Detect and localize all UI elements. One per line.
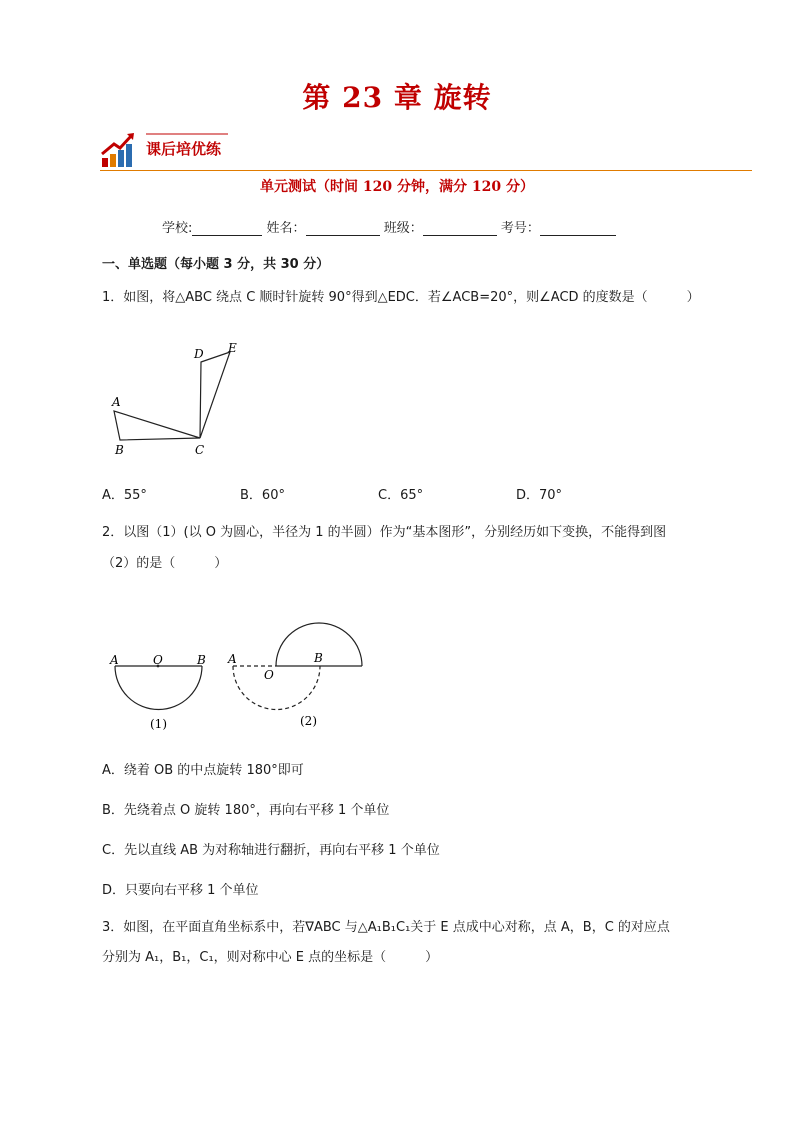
badge-label: 课后培优练: [146, 140, 222, 158]
fig2-label-o: O: [264, 668, 274, 682]
q2-option-b[interactable]: B．先绕着点 O 旋转 180°，再向右平移 1 个单位: [102, 803, 390, 818]
fig1-label-b: B: [197, 653, 206, 667]
question-1-figure: [102, 334, 262, 464]
fig2-label-b: B: [314, 651, 323, 665]
question-2-line-2: （2）的是（ ）: [102, 556, 228, 571]
question-2-line-1: 2．以图（1）(以 O 为圆心，半径为 1 的半圆）作为“基本图形”，分别经历如下变换，不能得到图: [102, 525, 667, 540]
section-heading: 一、单选题（每小题 3 分，共 30 分）: [102, 257, 330, 272]
label-b: B: [115, 443, 124, 457]
exam-no-field[interactable]: [540, 221, 616, 236]
q2-option-c[interactable]: C．先以直线 AB 为对称轴进行翻折，再向右平移 1 个单位: [102, 843, 440, 858]
q1-option-c[interactable]: C．65°: [378, 488, 424, 503]
class-field[interactable]: [423, 221, 497, 236]
q1-option-a[interactable]: A．55°: [102, 488, 147, 503]
q2-option-d[interactable]: D．只要向右平移 1 个单位: [102, 883, 259, 898]
question-2-figures: [102, 615, 372, 740]
name-label: 姓名：: [266, 221, 306, 236]
course-logo: [100, 130, 240, 170]
school-label: 学校:: [162, 221, 193, 236]
label-e: E: [228, 341, 237, 355]
fig1-label-o: O: [153, 653, 163, 667]
question-1-text: 1．如图，将△ABC 绕点 C 顺时针旋转 90°得到△EDC．若∠ACB=20°，则∠ACD 的度数是（ ）: [102, 290, 700, 305]
page-title: 第 23 章 旋转: [302, 81, 492, 114]
fig1-label-a: A: [110, 653, 119, 667]
name-field[interactable]: [306, 221, 380, 236]
fig2-label-a: A: [228, 652, 237, 666]
q1-option-b[interactable]: B．60°: [240, 488, 285, 503]
q1-option-d[interactable]: D．70°: [516, 488, 563, 503]
label-d: D: [194, 347, 204, 361]
question-3-line-1: 3．如图，在平面直角坐标系中，若∇ABC 与△A₁B₁C₁关于 E 点成中心对称，点 A，B，C 的对应点: [102, 920, 670, 935]
test-subtitle: 单元测试（时间 120 分钟，满分 120 分）: [260, 179, 534, 195]
header-divider: [100, 170, 752, 171]
class-label: 班级：: [383, 221, 423, 236]
label-c: C: [195, 443, 205, 457]
student-info-row: [162, 217, 616, 236]
q2-option-a[interactable]: A．绕着 OB 的中点旋转 180°即可: [102, 763, 304, 778]
question-3-line-2: 分别为 A₁，B₁，C₁，则对称中心 E 点的坐标是（ ）: [102, 950, 439, 965]
fig1-caption: (1): [150, 717, 167, 731]
exam-no-label: 考号：: [500, 221, 540, 236]
school-field[interactable]: [192, 221, 262, 236]
fig2-caption: (2): [300, 714, 317, 728]
label-a: A: [112, 395, 121, 409]
